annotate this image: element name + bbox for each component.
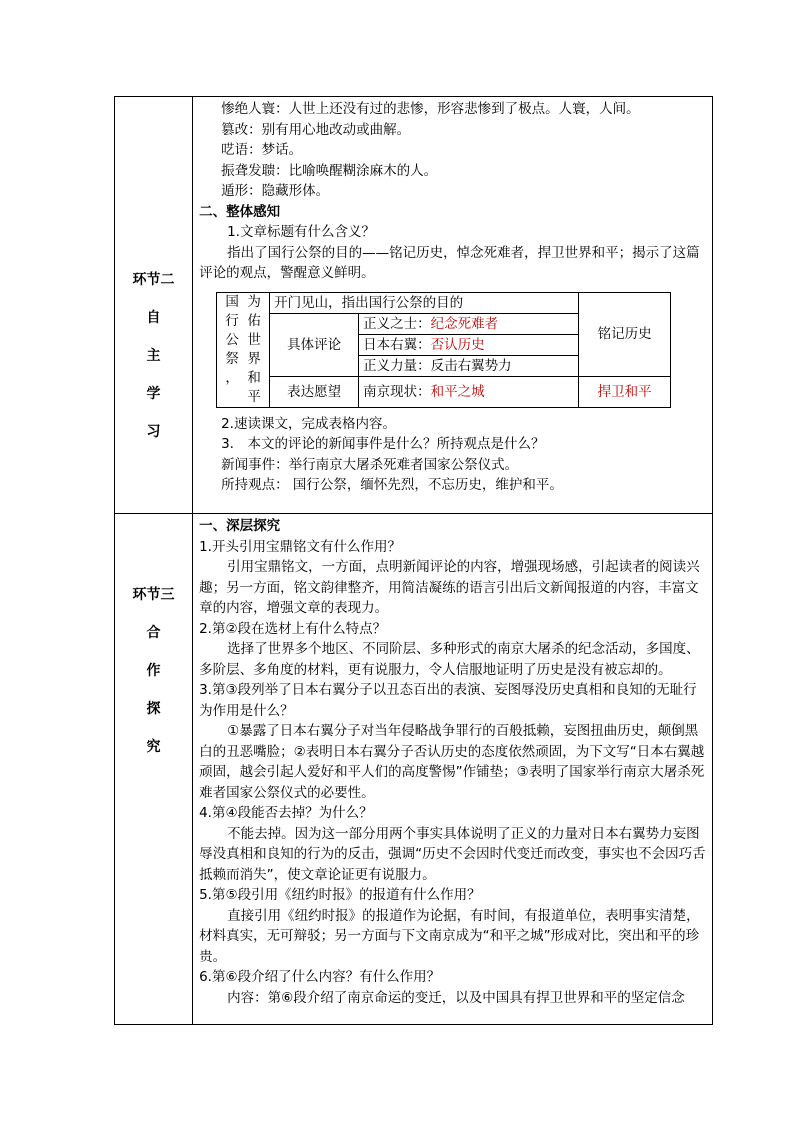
japan-right-row: 日本右翼：否认历史: [359, 334, 579, 355]
vocab-item: 遁形：隐藏形体。: [221, 183, 330, 199]
question: 5.第⑤段引用《纽约时报》的报道有什么作用？: [199, 887, 481, 903]
section2-heading: 二、整体感知: [199, 203, 281, 220]
vocab-item: 振聋发聩：比喻唤醒糊涂麻木的人。: [221, 162, 438, 179]
section3-title: 环节三: [132, 587, 175, 603]
section2-title: 环节二: [132, 272, 175, 288]
question: 2.第②段在选材上有什么特点？: [199, 620, 387, 637]
summary-table: [216, 292, 671, 408]
justice-force-row: 正义力量：反击右翼势力: [359, 355, 579, 376]
wish-cell: 表达愿望: [270, 376, 359, 407]
lesson-table: [114, 96, 713, 1025]
section3-content: [193, 514, 712, 1010]
section3-heading: 一、深层探究: [199, 518, 281, 534]
purpose-cell: 国 行 公 祭 ， 为 佑 世 界 和 平: [217, 292, 270, 407]
question: 1.开头引用宝鼎铭文有什么作用？: [199, 538, 401, 555]
answer: 不能去掉。因为这一部分用两个事实具体说明了正义的力量对日本右翼势力妄图辱没真相和良知的行为的反击，强调“历史不会因时代变迁而改变，事实也不会因巧舌抵赖而消失”，使文章论证更有说服力。: [199, 825, 706, 883]
answer: ①暴露了日本右翼分子对当年侵略战争罪行的百般抵赖，妄图扭曲历史，颠倒黑白的丑恶嘴脸；②表明日本右翼分子否认历史的态度依然顽固，为下文写“日本右翼越顽固，越会引起人爱好和平人们的高度警惕”作铺垫；③表明了国家举行南京大屠杀死难者国家公祭仪式的必要性。: [199, 723, 705, 801]
section3-content-cell: [193, 514, 713, 1025]
nanjing-row: 南京现状：和平之城: [359, 376, 579, 407]
section3-label-cell: [115, 514, 193, 1025]
section2-content: [193, 97, 712, 498]
question: 3.第③段列举了日本右翼分子以丑态百出的表演、妄图辱没历史真相和良知的无耻行为作用是什么？: [199, 682, 697, 719]
vocab-item: 呓语：梦话。: [221, 142, 303, 158]
opening-cell: 开门见山，指出国行公祭的目的: [270, 292, 579, 313]
specific-comment-cell: 具体评论: [270, 313, 359, 376]
answer: 选择了世界多个地区、不同阶层、多种形式的南京大屠杀的纪念活动，多国度、多阶层、多角度的材料，更有说服力，令人信服地证明了历史是没有被忘却的。: [199, 641, 700, 678]
section2-content-cell: [193, 97, 713, 514]
question: 6.第⑥段介绍了什么内容？有什么作用？: [199, 969, 441, 985]
vocab-item: 惨绝人寰：人世上还没有过的悲惨，形容悲惨到了极点。人寰，人间。: [221, 101, 640, 117]
answer: 内容：第⑥段介绍了南京命运的变迁，以及中国具有捍卫世界和平的坚定信念: [227, 989, 685, 1006]
answer-1: 指出了国行公祭的目的——铭记历史，悼念死难者，捍卫世界和平；揭示了这篇评论的观点，警醒意义鲜明。: [199, 244, 700, 281]
viewpoint: 所持观点： 国行公祭，缅怀先烈，不忘历史，维护和平。: [221, 477, 563, 493]
question-2: 2.速读课文，完成表格内容。: [221, 415, 396, 432]
justice-row: 正义之士：纪念死难者: [359, 313, 579, 334]
vocab-item: 篡改：别有用心地改动或曲解。: [221, 121, 411, 138]
news-event: 新闻事件：举行南京大屠杀死难者国家公祭仪式。: [221, 456, 519, 473]
question-1: 1.文章标题有什么含义？: [227, 224, 375, 240]
section2-label-cell: [115, 97, 193, 514]
section3-label: 环节三 合 作 探 究: [115, 514, 192, 774]
question-3: 3. 本文的评论的新闻事件是什么？所持观点是什么？: [221, 436, 545, 452]
defend-peace-cell: 捍卫和平: [579, 376, 671, 407]
section2-label: 环节二 自 主 学 习: [115, 97, 192, 459]
answer: 直接引用《纽约时报》的报道作为论据，有时间，有报道单位，表明事实清楚，材料真实，无可辩驳；另一方面与下文南京成为“和平之城”形成对比，突出和平的珍贵。: [199, 907, 700, 965]
answer: 引用宝鼎铭文，一方面，点明新闻评论的内容，增强现场感，引起读者的阅读兴趣；另一方面，铭文韵律整齐，用简洁凝练的语言引出后文新闻报道的内容，丰富文章的内容，增强文章的表现力。: [199, 559, 700, 616]
question: 4.第④段能否去掉？为什么？: [199, 805, 373, 821]
remember-history-cell: 铭记历史: [579, 292, 671, 376]
